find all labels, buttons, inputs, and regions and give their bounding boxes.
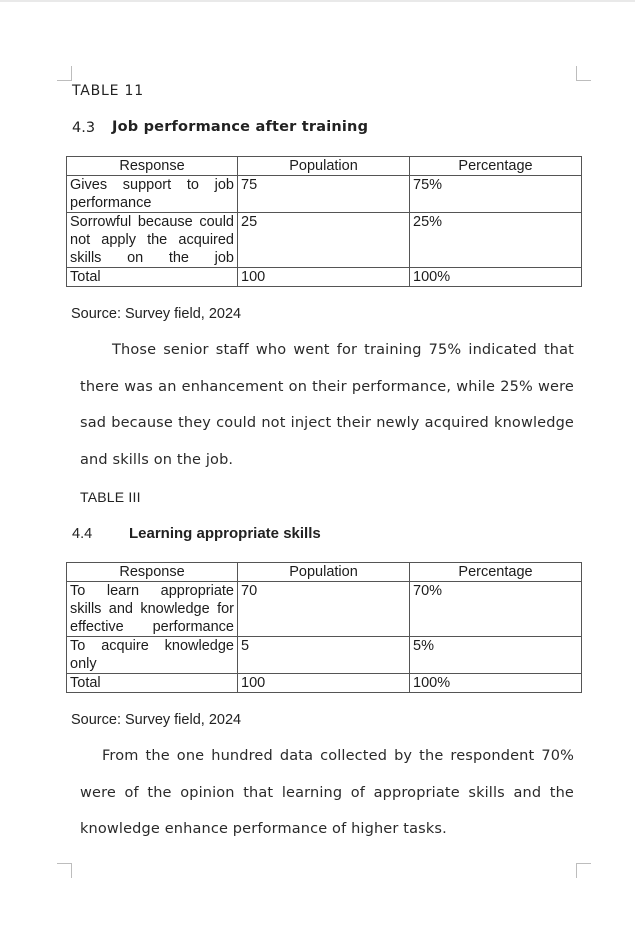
body-paragraph: Those senior staff who went for training 75% indicated that there was an enhancement on their performance, while 25% were sad because they could not inject their newly acquired knowledge and skills on the job. [80,342,574,468]
total-label-cell: Total [67,268,238,287]
column-header-response: Response [67,157,238,176]
population-cell: 25 [238,213,410,268]
table-source: Source: Survey field, 2024 [71,306,242,322]
table-header-row [67,563,582,582]
table-label: TABLE 11 [72,83,144,99]
table-row [67,213,582,268]
table-total-row [67,268,582,287]
crop-mark-top-right [576,66,591,81]
total-population-cell: 100 [238,674,410,693]
table-row [67,176,582,213]
body-paragraph: From the one hundred data collected by the respondent 70% were of the opinion that learning of appropriate skills and the knowledge enhance performance of higher tasks. [80,748,574,838]
percentage-cell: 5% [410,637,582,674]
table-source: Source: Survey field, 2024 [71,712,242,728]
crop-mark-bottom-right [576,863,591,878]
percentage-cell: 75% [410,176,582,213]
total-label-cell: Total [67,674,238,693]
population-cell: 5 [238,637,410,674]
section-number: 4.4 [72,526,93,542]
response-cell: To learn appropriate skills and knowledge for effective performance [67,582,238,637]
total-percentage-cell: 100% [410,268,582,287]
table-row [67,637,582,674]
population-cell: 75 [238,176,410,213]
percentage-cell: 25% [410,213,582,268]
crop-mark-bottom-left [57,863,72,878]
response-cell: To acquire knowledge only [67,637,238,674]
table-row [67,582,582,637]
response-cell: Gives support to job performance [67,176,238,213]
column-header-percentage: Percentage [410,563,582,582]
table-header-row [67,157,582,176]
column-header-response: Response [67,563,238,582]
percentage-cell: 70% [410,582,582,637]
total-population-cell: 100 [238,268,410,287]
column-header-population: Population [238,563,410,582]
column-header-population: Population [238,157,410,176]
table-label: TABLE III [80,489,141,505]
column-header-percentage: Percentage [410,157,582,176]
population-cell: 70 [238,582,410,637]
total-percentage-cell: 100% [410,674,582,693]
top-edge [0,0,635,2]
crop-mark-top-left [57,66,72,81]
job-performance-table [66,156,582,287]
section-title: Learning appropriate skills [129,525,321,542]
section-title: Job performance after training [112,119,369,135]
section-number: 4.3 [72,120,96,136]
learning-skills-table [66,562,582,693]
response-cell: Sorrowful because could not apply the acquired skills on the job [67,213,238,268]
table-total-row [67,674,582,693]
